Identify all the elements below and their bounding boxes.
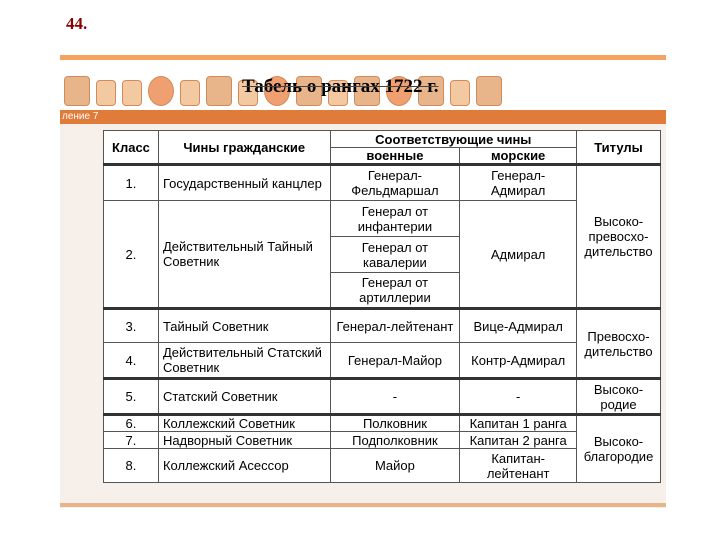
title-cell-4: Высоко-благородие	[577, 415, 661, 483]
toolbar-stripe	[60, 55, 666, 60]
phone-icon	[122, 80, 142, 106]
row6-military: Полковник	[330, 415, 460, 432]
book-icon	[450, 80, 470, 106]
row2-num: 2.	[104, 201, 159, 309]
row4-naval: Контр-Адмирал	[460, 343, 577, 379]
header-naval: морские	[460, 148, 577, 165]
slide-title: Табель о рангах 1722 г.	[242, 76, 439, 97]
row2-military-c: Генерал от артиллерии	[330, 273, 460, 309]
row1-civil: Государственный канцлер	[158, 165, 330, 201]
row3-naval: Вице-Адмирал	[460, 309, 577, 343]
header-civil: Чины гражданские	[158, 131, 330, 165]
row7-military: Подполковник	[330, 432, 460, 449]
row4-civil: Действительный Статский Советник	[158, 343, 330, 379]
row1-military: Генерал-Фельдмаршал	[330, 165, 460, 201]
title-cell-1: Высоко-превосхо-дительство	[577, 165, 661, 309]
row7-civil: Надворный Советник	[158, 432, 330, 449]
row7-naval: Капитан 2 ранга	[460, 432, 577, 449]
anchor-icon	[148, 76, 174, 106]
row1-naval: Генерал-Адмирал	[460, 165, 577, 201]
row2-civil: Действительный Тайный Советник	[158, 201, 330, 309]
arrow-icon	[96, 80, 116, 106]
header-class: Класс	[104, 131, 159, 165]
row7-num: 7.	[104, 432, 159, 449]
row2-military-a: Генерал от инфантерии	[330, 201, 460, 237]
row3-civil: Тайный Советник	[158, 309, 330, 343]
panel-bottom-stripe	[60, 503, 666, 507]
header-military: военные	[330, 148, 460, 165]
section-bar	[60, 110, 666, 124]
row5-naval: -	[460, 379, 577, 415]
section-tab-label: ление 7	[62, 111, 99, 122]
row8-military: Майор	[330, 449, 460, 483]
books-icon	[476, 76, 502, 106]
row8-civil: Коллежский Асессор	[158, 449, 330, 483]
row4-num: 4.	[104, 343, 159, 379]
row8-num: 8.	[104, 449, 159, 483]
row8-naval: Капитан-лейтенант	[460, 449, 577, 483]
gear-icon	[206, 76, 232, 106]
ranks-table	[103, 130, 661, 483]
row6-naval: Капитан 1 ранга	[460, 415, 577, 432]
row6-civil: Коллежский Советник	[158, 415, 330, 432]
row3-num: 3.	[104, 309, 159, 343]
row2-naval: Адмирал	[460, 201, 577, 309]
row2-military-b: Генерал от кавалерии	[330, 237, 460, 273]
folder-icon	[64, 76, 90, 106]
row5-military: -	[330, 379, 460, 415]
row6-num: 6.	[104, 415, 159, 432]
magnifier-icon	[180, 80, 200, 106]
row1-num: 1.	[104, 165, 159, 201]
row5-num: 5.	[104, 379, 159, 415]
header-corresponding: Соответствующие чины	[330, 131, 576, 148]
row5-civil: Статский Советник	[158, 379, 330, 415]
title-cell-3: Высоко-родие	[577, 379, 661, 415]
header-titles: Титулы	[577, 131, 661, 165]
row4-military: Генерал-Майор	[330, 343, 460, 379]
slide-number: 44.	[66, 14, 88, 33]
row3-military: Генерал-лейтенант	[330, 309, 460, 343]
title-cell-2: Превосхо-дительство	[577, 309, 661, 379]
